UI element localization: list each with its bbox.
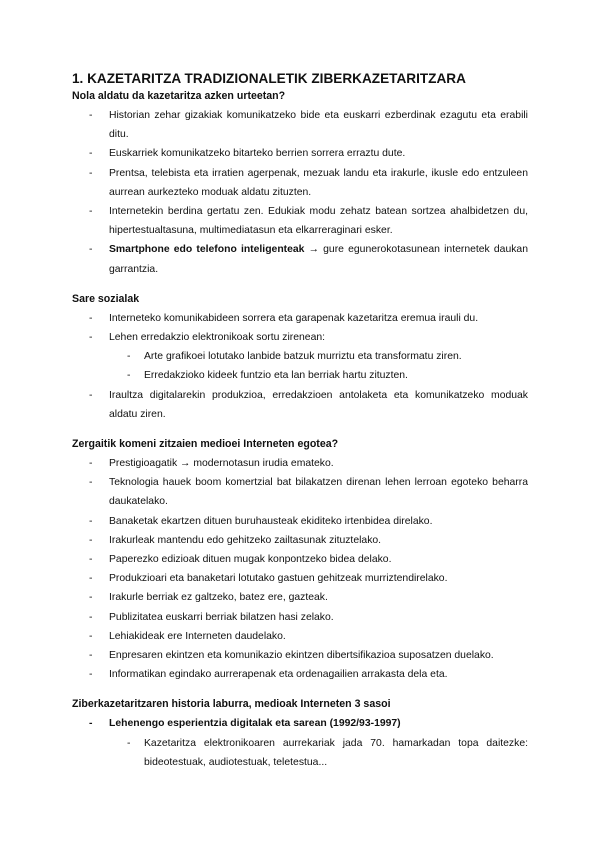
list-item: - Lehiakideak ere Interneten daudelako. [72, 627, 528, 646]
document-title: 1. KAZETARITZA TRADIZIONALETIK ZIBERKAZETARITZARA [72, 71, 466, 86]
list-item: - Historian zehar gizakiak komunikatzeko bide eta euskarri ezberdinak ezagutu eta erabili ditu. [72, 106, 528, 144]
bullet-dash: - [127, 351, 131, 363]
section-1-list [72, 106, 528, 279]
list-item: - Prentsa, telebista eta irratien agerpenak, mezuak landu eta irakurle, ikusle edo entzuleen aurrean aurkezteko moduak aldatu zituzten. [72, 164, 528, 202]
list-item: - Iraultza digitalarekin produkzioa, erredakzioen antolaketa eta komunikatzeko moduak aldatu ziren. [72, 386, 528, 424]
bullet-dash: - [89, 650, 93, 662]
bullet-dash: - [89, 244, 93, 256]
document-content [72, 70, 528, 772]
bullet-dash: - [89, 630, 93, 642]
bullet-dash: - [127, 370, 131, 382]
bullet-dash: - [89, 110, 93, 121]
list-item: - Internetekin berdina gertatu zen. Edukiak modu zehatz batean sortzea ahalbidetzen du, hipertestualtasuna, multimediatasun eta elkarreraginari esker. [72, 202, 528, 240]
list-item: - Lehen erredakzio elektronikoak sortu zirenean: [72, 328, 528, 347]
bullet-dash: - [89, 669, 93, 681]
list-item: - Produkzioari eta banaketari lotutako gastuen gehitzeak murriztendirelako. [72, 569, 528, 588]
bold-term: Smartphone edo telefono inteligenteak [109, 244, 305, 256]
bullet-dash: - [89, 611, 93, 623]
sub-list-item: - Arte grafikoei lotutako lanbide batzuk murriztu eta transformatu ziren. [72, 347, 528, 366]
section-heading-1: Nola aldatu da kazetaritza azken urteetan? [72, 90, 286, 102]
bullet-dash: - [127, 737, 131, 749]
bullet-dash: - [89, 148, 93, 160]
list-item: - Enpresaren ekintzen eta komunikazio ekintzen dibertsifikazioa suposatzen duelako. [72, 646, 528, 665]
bullet-dash: - [89, 206, 93, 218]
section-4-list [72, 714, 528, 772]
bullet-dash: - [89, 167, 93, 179]
section-3-list [72, 454, 528, 684]
section-heading-2: Sare sozialak [72, 292, 140, 305]
bullet-dash: - [89, 573, 93, 585]
list-item: - Interneteko komunikabideen sorrera eta garapenak kazetaritza eremua irauli du. [72, 309, 528, 328]
list-item: - Lehenengo esperientzia digitalak eta sarean (1992/93-1997) [72, 714, 528, 733]
list-item: - Irakurleak mantendu edo gehitzeko zailtasunak zituztelako. [72, 531, 528, 550]
section-2-list [72, 309, 528, 424]
bullet-dash: - [89, 477, 93, 489]
list-item: - Teknologia hauek boom komertzial bat bilakatzen direnan lehen lerroan egoteko beharra daukatelako. [72, 473, 528, 511]
list-item: - Paperezko edizioak dituen mugak konpontzeko bidea delako. [72, 550, 528, 569]
bullet-dash: - [89, 592, 93, 604]
bullet-dash: - [89, 458, 93, 470]
sub-list-item: - Kazetaritza elektronikoaren aurrekariak jada 70. hamarkadan topa daitezke: bideotestuak, audiotestuak, teletestua... [72, 734, 528, 772]
bullet-dash: - [89, 534, 93, 546]
list-item: - Smartphone edo telefono inteligenteak → gure egunerokotasunean internetek daukan garrantzia. [72, 240, 528, 278]
bullet-dash: - [89, 389, 93, 401]
bullet-dash: - [89, 554, 93, 566]
list-item: - Irakurle berriak ez galtzeko, batez ere, gazteak. [72, 588, 528, 607]
bullet-dash: - [89, 515, 93, 527]
section-heading-3: Zergaitik komeni zitzaien medioei Interneten egotea? [72, 438, 339, 451]
list-item: - Publizitatea euskarri berriak bilatzen hasi zelako. [72, 608, 528, 627]
sub-list-item: - Erredakzioko kideek funtzio eta lan berriak hartu zituzten. [72, 366, 528, 385]
bullet-dash: - [89, 718, 93, 730]
bullet-dash: - [89, 312, 93, 324]
list-item: - Informatikan egindako aurrerapenak eta ordenagailien arrakasta dela eta. [72, 665, 528, 684]
list-item: - Prestigioagatik → modernotasun irudia emateko. [72, 454, 528, 473]
section-heading-4: Ziberkazetaritzaren historia laburra, medioak Interneten 3 sasoi [72, 698, 391, 711]
bullet-dash: - [89, 332, 93, 344]
list-item: - Euskarriek komunikatzeko bitarteko berrien sorrera erraztu dute. [72, 144, 528, 163]
list-item: - Banaketak ekartzen dituen buruhausteak ekiditeko irtenbidea direlako. [72, 512, 528, 531]
